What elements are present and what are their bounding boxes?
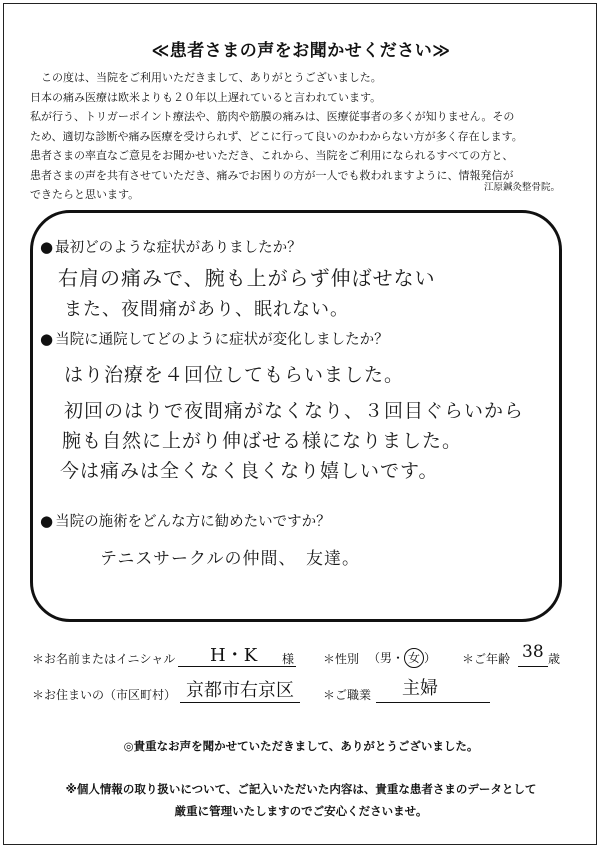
- name-value: H・K: [210, 645, 258, 666]
- age-value: 38: [522, 642, 544, 662]
- question-text: 当院の施術をどんな方に勧めたいですか？: [55, 514, 331, 530]
- question-text: 当院に通院してどのように症状が変化しましたか？: [55, 332, 389, 348]
- intro-line: できたらと思います。: [30, 188, 140, 201]
- privacy-line-1: ※個人情報の取り扱いについて、ご記入いただいた内容は、貴重な患者さまのデータとして: [65, 782, 537, 796]
- address-label: ＊お住まいの（市区町村）: [32, 688, 177, 702]
- occupation-underline: [376, 702, 490, 703]
- question-1: [40, 236, 302, 257]
- bullet-icon: ●: [40, 238, 54, 256]
- answer-3-line-1: テニスサークルの仲間、 友達。: [100, 549, 360, 569]
- question-text: 最初どのような症状がありましたか？: [55, 240, 302, 256]
- occupation-label: ＊ご職業: [323, 688, 372, 702]
- intro-line: この度は、当院をご利用いただきまして、ありがとうございました。: [30, 71, 382, 84]
- address-value: 京都市右京区: [186, 680, 294, 701]
- answer-1-line-1: 右肩の痛みで、腕も上がらず伸ばせない: [58, 266, 436, 290]
- age-suffix: 歳: [548, 652, 561, 666]
- answer-1-line-2: また、夜間痛があり、眠れない。: [64, 299, 349, 320]
- answer-2-line-2: 初回のはりで夜間痛がなくなり、３回目ぐらいから: [64, 400, 525, 422]
- bullet-icon: ●: [40, 512, 54, 530]
- answer-2-line-3: 腕も自然に上がり伸ばせる様になりました。: [62, 430, 463, 452]
- intro-line: 日本の痛み医療は欧米よりも２０年以上遅れていると言われています。: [30, 90, 382, 104]
- privacy-line-2: 厳重に管理いたしますのでご安心くださいませ。: [174, 804, 428, 818]
- age-label: ＊ご年齢: [462, 652, 511, 666]
- gender-open-paren: （: [368, 651, 381, 665]
- privacy-notice: [0, 778, 602, 822]
- name-suffix: 様: [282, 652, 295, 666]
- question-3: [40, 510, 331, 531]
- address-underline: [180, 702, 300, 703]
- thanks-message: ◎貴重なお声を聞かせていただきまして、ありがとうございました。: [123, 739, 479, 753]
- question-2: [40, 328, 389, 349]
- intro-line: 患者さまの率直なご意見をお聞かせいただき、これから、当院をご利用になられるすべての方と、: [30, 149, 514, 162]
- gender-female-circled: 女: [404, 648, 424, 668]
- age-underline: [518, 666, 548, 667]
- intro-line: ため、適切な診断や痛み医療を受けられず、どこに行って良いのかわからない方が多く存在します。: [30, 129, 523, 143]
- occupation-value: 主婦: [402, 678, 438, 699]
- intro-line: 私が行う、トリガーポイント療法や、筋肉や筋膜の痛みは、医療従事者の多くが知りません。その: [30, 110, 515, 123]
- answer-2-line-4: 今は痛みは全くなく良くなり嬉しいです。: [60, 460, 439, 482]
- page-title: ≪患者さまの声をお聞かせください≫: [151, 41, 451, 61]
- answer-2-line-1: はり治療を４回位してもらいました。: [64, 364, 405, 386]
- gender-label: ＊性別: [323, 652, 360, 666]
- gender-male: 男: [380, 651, 393, 665]
- bullet-icon: ●: [40, 330, 54, 348]
- gender-field: [368, 648, 436, 668]
- clinic-name: 江原鍼灸整骨院。: [483, 182, 560, 193]
- gender-separator: ・: [392, 651, 405, 665]
- name-label: ＊お名前またはイニシャル: [32, 652, 176, 666]
- gender-close-paren: ）: [424, 651, 437, 665]
- intro-line: 患者さまの声を共有させていただき、痛みでお困りの方が一人でも救われますように、情報発信が: [30, 168, 514, 182]
